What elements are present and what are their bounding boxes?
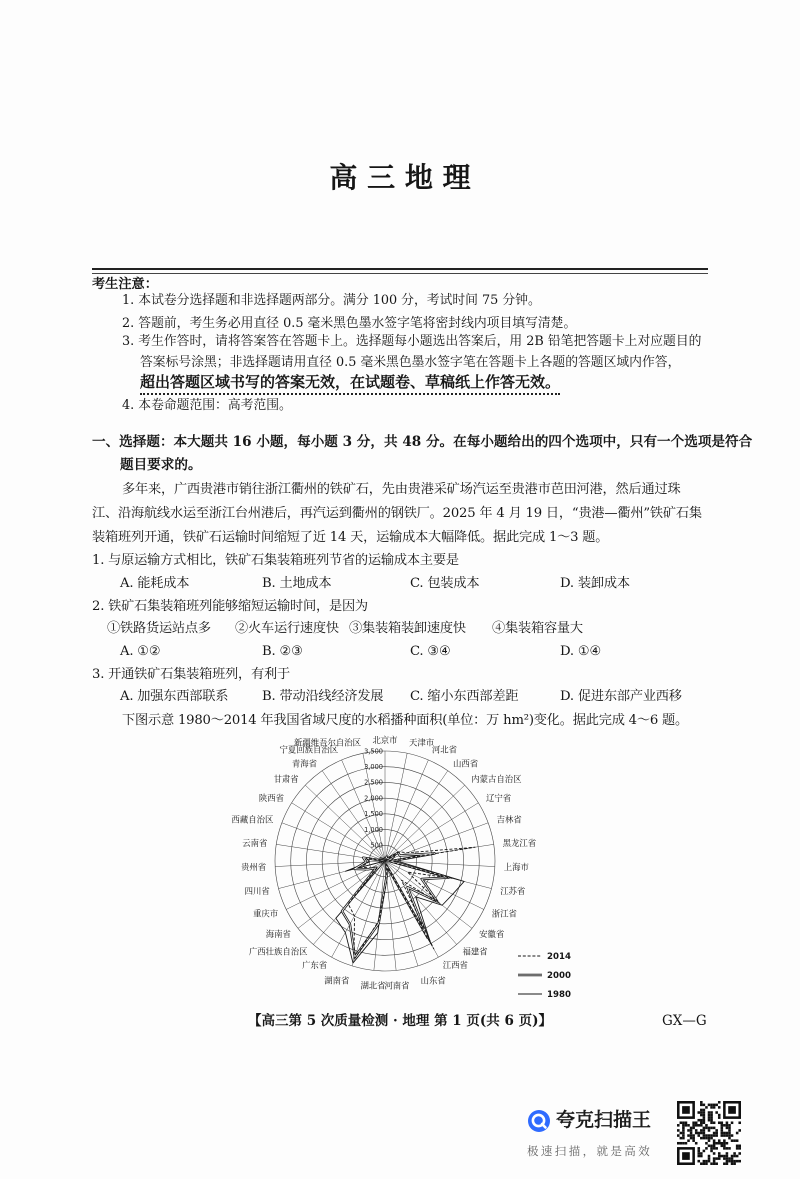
radial-tick-label: 2,000 xyxy=(364,794,383,803)
category-label: 内蒙古自治区 xyxy=(471,774,522,784)
legend-label: 1980 xyxy=(547,990,571,1000)
header-rule-thin xyxy=(92,273,708,274)
question-2-stem: 2. 铁矿石集装箱班列能够缩短运输时间，是因为 xyxy=(92,599,368,614)
question-1-option-d: D. 装卸成本 xyxy=(560,576,630,591)
notice-item-2: 2. 答题前，考生务必用直径 0.5 毫米黑色墨水签字笔将密封线内项目填写清楚。 xyxy=(122,316,577,331)
quark-logo-icon xyxy=(527,1109,551,1133)
question-2-option-b: B. ②③ xyxy=(262,644,303,659)
radial-tick-label: 500 xyxy=(370,841,383,850)
legend-label: 2000 xyxy=(547,971,571,981)
category-label: 山东省 xyxy=(420,975,446,986)
radial-tick-label: 1,500 xyxy=(364,810,383,819)
grid-spoke xyxy=(298,861,385,928)
notice-item-1: 1. 本试卷分选择题和非选择题两部分。满分 100 分，考试时间 75 分钟。 xyxy=(122,293,541,308)
question-3-stem: 3. 开通铁矿石集装箱班列，有利于 xyxy=(92,667,290,682)
scanner-brand: 夸克扫描王 xyxy=(556,1109,652,1131)
category-label: 江苏省 xyxy=(500,885,526,896)
category-label: 云南省 xyxy=(242,838,268,848)
passage-line-1: 多年来，广西贵港市销往浙江衢州的铁矿石，先由贵港采矿场汽运至贵港市芭田河港，然后通过珠 xyxy=(122,482,681,497)
grid-spoke xyxy=(385,785,465,861)
question-3-option-a: A. 加强东西部联系 xyxy=(120,689,229,704)
category-label: 广东省 xyxy=(302,960,328,970)
category-label: 海南省 xyxy=(265,928,291,939)
question-3-option-d: D. 促进东部产业西移 xyxy=(560,689,682,704)
category-label: 重庆市 xyxy=(253,908,279,919)
category-label: 河南省 xyxy=(384,980,410,991)
header-rule xyxy=(92,268,708,270)
passage-line-3: 装箱班列开通，铁矿石运输时间缩短了近 14 天，运输成本大幅降低。据此完成 1～3 题。 xyxy=(92,530,609,545)
category-label: 黑龙江省 xyxy=(502,838,537,848)
category-label: 浙江省 xyxy=(491,908,517,919)
question-2-statement-4: ④集装箱容量大 xyxy=(492,621,583,636)
notice-item-4: 4. 本卷命题范围：高考范围。 xyxy=(122,398,292,413)
chart-legend xyxy=(518,952,571,1000)
category-label: 四川省 xyxy=(244,885,270,896)
radial-tick-label: 2,500 xyxy=(364,778,383,787)
question-1-stem: 1. 与原运输方式相比，铁矿石集装箱班列节省的运输成本主要是 xyxy=(92,553,459,568)
category-label: 安徽省 xyxy=(479,928,505,939)
category-label: 广西壮族自治区 xyxy=(248,946,308,957)
grid-spoke xyxy=(385,861,484,909)
category-label: 甘肃省 xyxy=(273,774,299,784)
category-label: 山西省 xyxy=(453,758,479,769)
category-label: 西藏自治区 xyxy=(231,814,274,825)
notice-item-3-line-1: 3. 考生作答时，请将答案答在答题卡上。选择题每小题选出答案后，用 2B 铅笔把答题卡上对应题目的 xyxy=(122,334,702,349)
category-label: 湖北省 xyxy=(360,980,386,991)
question-2-statement-2: ②火车运行速度快 xyxy=(235,621,339,636)
question-1-option-c: C. 包装成本 xyxy=(410,576,480,591)
page-footer: 【高三第 5 次质量检测 · 地理 第 1 页(共 6 页)】 xyxy=(248,1013,552,1029)
category-label: 辽宁省 xyxy=(486,793,512,804)
question-2-statement-3: ③集装箱装卸速度快 xyxy=(349,621,466,636)
paper-code: GX—G xyxy=(662,1013,707,1029)
radial-tick-label: 0 xyxy=(378,857,383,866)
category-label: 宁夏回族自治区 xyxy=(279,744,339,755)
notice-item-3-line-2: 答案标号涂黑；非选择题请用直径 0.5 毫米黑色墨水签字笔在答题卡上各题的答题区域内作答， xyxy=(140,355,681,370)
radial-tick-label: 1,000 xyxy=(364,825,383,834)
category-label: 上海市 xyxy=(503,862,529,872)
legend-label: 2014 xyxy=(547,952,571,962)
rice-area-radar-chart xyxy=(220,730,590,1010)
category-label: 陕西省 xyxy=(258,793,284,804)
question-2-option-c: C. ③④ xyxy=(410,644,451,659)
notice-heading: 考生注意： xyxy=(92,277,158,292)
series-line-2014 xyxy=(348,847,475,960)
category-label: 湖南省 xyxy=(324,975,350,986)
scanner-slogan: 极速扫描，就是高效 xyxy=(527,1144,653,1158)
category-label: 北京市 xyxy=(372,735,398,745)
grid-spoke xyxy=(332,861,385,957)
radial-tick-label: 3,000 xyxy=(364,763,383,771)
category-label: 青海省 xyxy=(291,758,317,769)
series-line-2000 xyxy=(342,853,449,957)
category-label: 天津市 xyxy=(409,737,435,748)
passage-line-2: 江、沿海航线水运至浙江台州港后，再汽运到衢州的钢铁厂。2025 年 4 月 19 日，“贵港—衢州”铁矿石集 xyxy=(92,506,702,521)
question-2-option-d: D. ①④ xyxy=(560,644,602,659)
section-heading-line-2: 题目要求的。 xyxy=(120,457,202,473)
category-label: 贵州省 xyxy=(241,862,267,872)
page-title: 高 三 地 理 xyxy=(329,161,471,194)
question-2-option-a: A. ①② xyxy=(120,644,161,659)
category-label: 福建省 xyxy=(462,946,488,957)
question-2-statement-1: ①铁路货运站点多 xyxy=(107,621,211,636)
notice-item-3-emphasis: 超出答题区域书写的答案无效，在试题卷、草稿纸上作答无效。 xyxy=(140,375,560,395)
question-1-option-a: A. 能耗成本 xyxy=(120,576,190,591)
figure-intro: 下图示意 1980～2014 年我国省域尺度的水稻播种面积(单位：万 hm²)变化。据此完成 4～6 题。 xyxy=(122,713,689,728)
question-3-option-b: B. 带动沿线经济发展 xyxy=(262,689,384,704)
category-label: 新疆维吾尔自治区 xyxy=(294,737,361,748)
section-heading-line-1: 一、选择题：本大题共 16 小题，每小题 3 分，共 48 分。在每小题给出的四个选项中，只有一个选项是符合 xyxy=(92,434,753,450)
category-label: 河北省 xyxy=(431,744,458,755)
radial-tick-label: 3,500 xyxy=(364,747,383,756)
category-label: 吉林省 xyxy=(496,814,522,825)
question-1-option-b: B. 土地成本 xyxy=(262,576,332,591)
question-3-option-c: C. 缩小东西部差距 xyxy=(410,689,519,704)
qr-code-icon xyxy=(677,1101,741,1165)
category-label: 江西省 xyxy=(442,960,468,970)
